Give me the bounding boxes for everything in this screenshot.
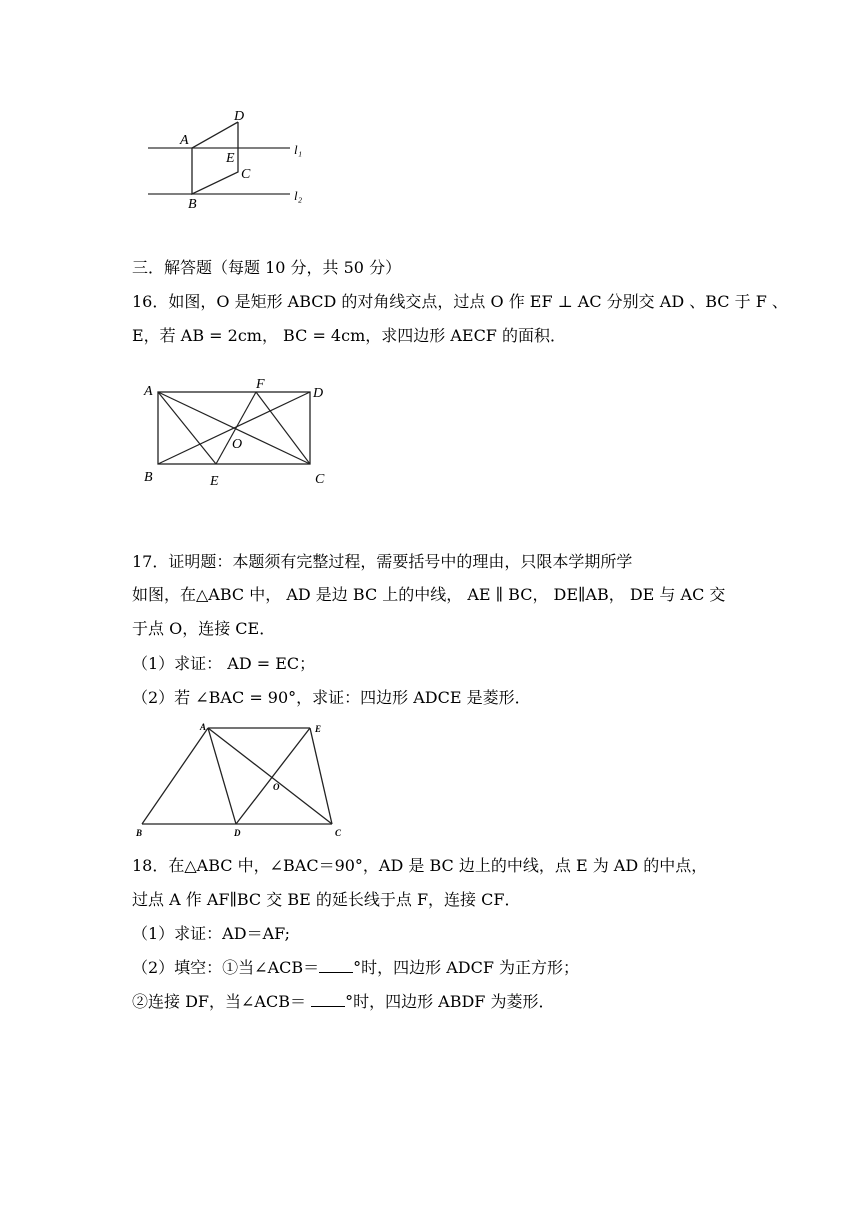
q18-part3	[132, 992, 555, 1012]
label-l1: l₁	[294, 142, 303, 157]
q17-text-line2: 如图，在△ABC 中， AD 是边 BC 上的中线， AE ∥ BC， DE∥AB， DE 与 AC 交	[132, 585, 726, 604]
label-A: A	[144, 384, 153, 399]
q18-text-line2: 过点 A 作 AF∥BC 交 BE 的延长线于点 F，连接 CF．	[132, 890, 521, 909]
label-O: O	[273, 782, 280, 792]
q18-part3-suffix: °时，四边形 ABDF 为菱形．	[345, 992, 555, 1011]
answer-blank-1[interactable]	[319, 958, 353, 973]
segment-EF	[216, 392, 256, 464]
segment-AD	[208, 728, 236, 824]
label-C: C	[241, 167, 251, 182]
q18-text-line1: 18．在△ABC 中，∠BAC＝90°，AD 是 BC 边上的中线，点 E 为 AD 的中点，	[132, 856, 708, 875]
q18-part2	[132, 958, 579, 978]
segment-FC	[256, 392, 310, 464]
q16-text-line2: E，若 AB = 2cm， BC = 4cm，求四边形 AECF 的面积．	[132, 326, 566, 345]
label-B: B	[144, 470, 153, 485]
label-C: C	[335, 828, 342, 838]
figure-q15	[140, 102, 340, 212]
label-D: D	[234, 828, 241, 838]
q16-text-line1: 16．如图，O 是矩形 ABCD 的对角线交点，过点 O 作 EF ⊥ AC 分别交 AD 、BC 于 F 、	[132, 292, 788, 311]
label-E: E	[226, 151, 235, 166]
label-C: C	[315, 472, 325, 486]
label-B: B	[188, 197, 197, 212]
segment-AE	[158, 392, 216, 464]
q17-part2: （2）若 ∠BAC = 90°，求证：四边形 ADCE 是菱形．	[132, 688, 531, 707]
q17-text-line1: 17．证明题：本题须有完整过程，需要括号中的理由，只限本学期所学	[132, 552, 633, 571]
label-E: E	[210, 474, 219, 486]
label-O: O	[232, 437, 243, 452]
label-D: D	[313, 386, 324, 401]
answer-blank-2[interactable]	[311, 992, 345, 1007]
label-l2: l₂	[294, 188, 303, 203]
label-A: A	[200, 722, 207, 732]
label-D: D	[234, 109, 245, 124]
q17-text-line3: 于点 O，连接 CE．	[132, 619, 276, 638]
q18-part3-prefix: ②连接 DF，当∠ACB＝	[132, 992, 312, 1011]
segment-AB	[142, 728, 208, 824]
q17-part1: （1）求证： AD = EC；	[132, 654, 316, 673]
label-B: B	[136, 828, 143, 838]
label-A: A	[180, 133, 189, 148]
segment-DE	[236, 728, 310, 824]
label-E: E	[315, 724, 322, 734]
figure-q16	[138, 376, 338, 486]
label-F: F	[256, 377, 265, 392]
q18-part2-suffix: °时，四边形 ADCF 为正方形；	[353, 958, 580, 977]
q18-part1: （1）求证：AD＝AF;	[132, 924, 291, 943]
section-heading: 三．解答题（每题 10 分，共 50 分）	[132, 258, 402, 277]
q18-part2-prefix: （2）填空：①当∠ACB＝	[132, 958, 320, 977]
figure-q17	[132, 720, 362, 840]
